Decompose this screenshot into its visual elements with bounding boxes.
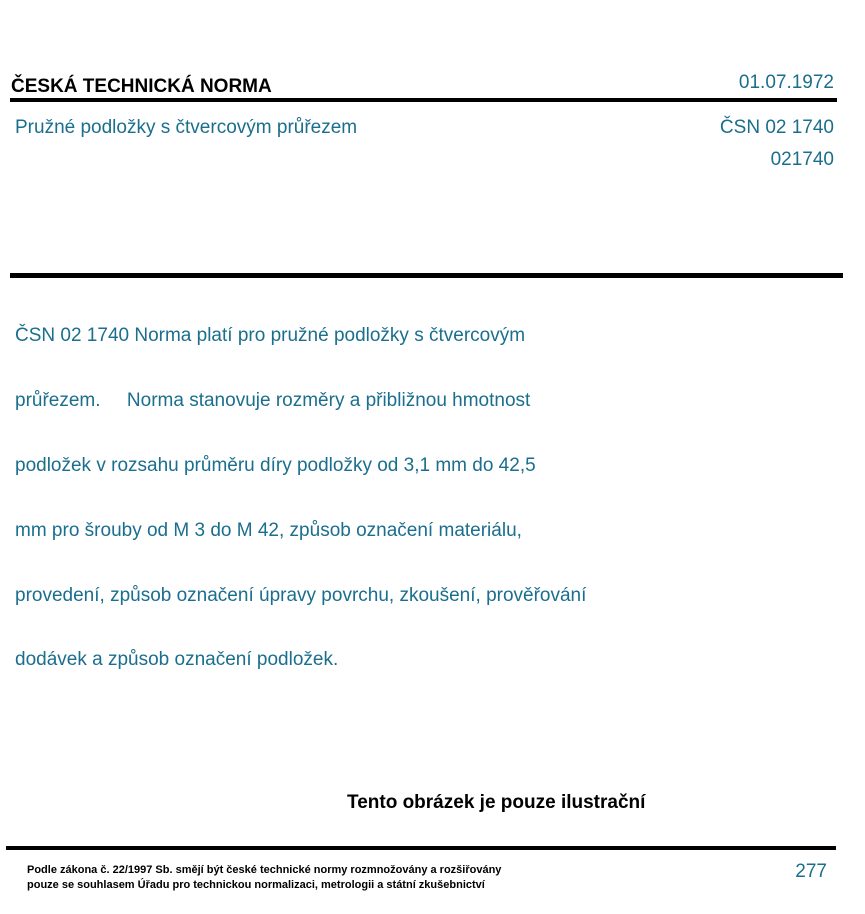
abstract-line: podložek v rozsahu průměru díry podložky od 3,1 mm do 42,5 <box>15 455 536 477</box>
page-number: 277 <box>795 861 827 882</box>
header-divider <box>10 98 837 102</box>
legal-notice-line: pouze se souhlasem Úřadu pro technickou normalizaci, metrologii a státní zkušebnictví <box>27 879 485 891</box>
legal-notice-line: Podle zákona č. 22/1997 Sb. smějí být české technické normy rozmnožovány a rozšiřovány <box>27 864 502 876</box>
document-code: ČSN 02 1740 <box>719 117 834 138</box>
standard-header-title: ČESKÁ TECHNICKÁ NORMA <box>11 76 272 97</box>
document-title: Pružné podložky s čtvercovým průřezem <box>15 117 358 138</box>
legal-notice <box>27 863 501 893</box>
section-divider <box>10 273 843 278</box>
document-number: 021740 <box>770 149 834 170</box>
abstract-line: mm pro šrouby od M 3 do M 42, způsob označení materiálu, <box>15 519 522 541</box>
publication-date: 01.07.1972 <box>738 72 834 93</box>
abstract-line: ČSN 02 1740 Norma platí pro pružné podložky s čtvercovým <box>15 325 526 347</box>
footer-divider <box>6 846 836 850</box>
abstract-text <box>15 288 695 709</box>
illustrative-notice: Tento obrázek je pouze ilustrační <box>347 792 646 813</box>
abstract-line: dodávek a způsob označení podložek. <box>15 649 339 671</box>
abstract-line: průřezem. Norma stanovuje rozměry a přibližnou hmotnost <box>15 390 531 412</box>
abstract-line: provedení, způsob označení úpravy povrchu, zkoušení, prověřování <box>15 584 587 606</box>
